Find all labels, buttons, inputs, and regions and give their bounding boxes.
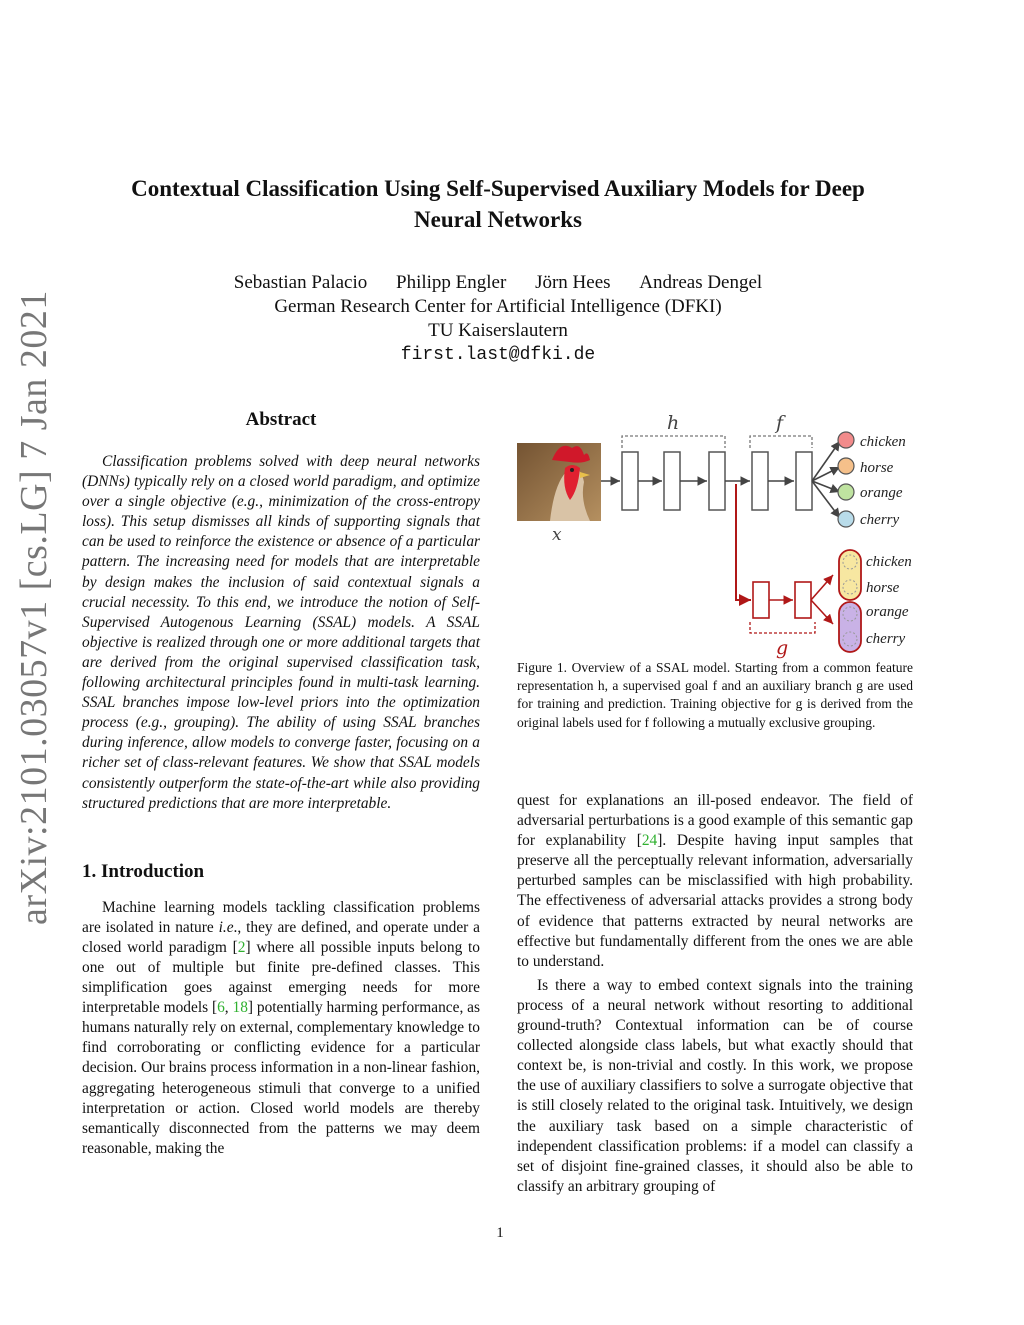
citation-link[interactable]: 18	[232, 999, 248, 1017]
author-email: first.last@dfki.de	[400, 345, 596, 365]
group-node-2	[839, 602, 861, 652]
figure-caption: Figure 1. Overview of a SSAL model. Starting from a common feature representation h, a supervised goal f and an auxiliary branch g are used for training and prediction. Training objective for g is derived from the original labels used for f following a mutually exclusive grouping.	[517, 660, 913, 730]
citation-link[interactable]: 6	[217, 999, 225, 1017]
arxiv-stamp: arXiv:2101.03057v1 [cs.LG] 7 Jan 2021	[13, 290, 55, 925]
label-h: h	[667, 412, 680, 434]
ssal-figure	[510, 400, 920, 660]
author-name: Sebastian Palacio	[233, 272, 368, 293]
author-block	[100, 271, 896, 367]
class-label: horse	[866, 580, 900, 596]
output-node-horse	[838, 458, 854, 474]
output-node-cherry	[838, 511, 854, 527]
class-label: orange	[860, 485, 903, 501]
intro-paragraph: Machine learning models tackling classification problems are isolated in nature i.e., they are defined, and operate under a closed world paradigm [2] where all possible inputs belong to one out of multiple but finite pre-defined classes. This simplification goes against emerging needs for more interpretable models [6, 18] potentially harming performance, as humans naturally rely on external, complementary knowledge to find corroborating or conflicting evidence for a particular decision. Our brains process information in a non-linear fashion, aggregating heterogeneous stimuli that converge to a unified interpretation or action. Closed world models are thereby semantically disconnected from the patterns we may deem reasonable, making the	[82, 898, 480, 1157]
affiliation: German Research Center for Artificial Intelligence (DFKI)	[274, 296, 722, 317]
affiliation: TU Kaiserslautern	[428, 320, 568, 341]
class-label: horse	[860, 460, 894, 476]
citation-link[interactable]: 2	[237, 938, 246, 956]
label-f: f	[776, 412, 784, 434]
page-number: 1	[496, 1225, 504, 1241]
rooster-image	[517, 443, 601, 521]
left-column	[82, 408, 480, 1159]
output-node-orange	[838, 484, 854, 500]
right-column	[517, 791, 913, 1197]
author-name: Andreas Dengel	[639, 272, 763, 293]
class-label: chicken	[860, 434, 906, 450]
paper-title: Contextual Classification Using Self-Supervised Auxiliary Models for Deep Neural Networks	[131, 176, 865, 232]
abstract-heading: Abstract	[245, 409, 317, 430]
output-node-chicken	[838, 432, 854, 448]
body-paragraph: quest for explanations an ill-posed endeavor. The field of adversarial perturbations is a good example of this semantic gap for explanability [24]. Despite having input samples that preserve all the perceptually relevant information, adversarially perturbed samples can be misclassified with high probability. The effectiveness of adversarial attacks provides a strong body of evidence that patterns extracted by neural networks are effective but fundamentally different from the ones we are able to understand.	[517, 792, 913, 970]
class-label: cherry	[866, 631, 906, 647]
class-label: orange	[866, 604, 909, 620]
citation-link[interactable]: 24	[641, 832, 658, 850]
abstract-text: Classification problems solved with deep neural networks (DNNs) typically rely on a closed world paradigm, and optimize over a single objective (e.g., minimization of the cross-entropy loss). This setup dismisses all kinds of supporting signals that can be used to reinforce the existence or absence of a particular pattern. The increasing need for models that are interpretable by design makes the inclusion of said contextual signals a crucial necessity. To this end, we introduce the notion of Self-Supervised Autogenous Learning (SSAL) models. A SSAL objective is realized through one or more additional targets that are derived from the original supervised classification task, following architectural principles found in multi-task learning. SSAL branches impose low-level priors into the optimization process (e.g., grouping). The ability of using SSAL branches during inference, allow models to converge faster, focusing on a richer set of class-relevant features. We show that SSAL models consistently outperform the state-of-the-art while also providing structured predictions that are more interpretable.	[82, 453, 480, 812]
body-paragraph: Is there a way to embed context signals into the training process of a neural network without resorting to additional ground-truth? Contextual information can be of course collected alongside class labels, but what exactly should that context be, is non-trivial and costly. In this work, we propose the use of auxiliary classifiers to solve a surrogate objective that is still closely related to the original task. Intuitively, we design the auxiliary task based on a simple characteristic of independent classification problems: if a model can classify a set of disjoint fine-grained classes, it should also be able to classify an arbitrary grouping of	[517, 976, 913, 1195]
author-names	[100, 271, 896, 295]
label-g: g	[776, 637, 789, 659]
group-node-1	[839, 550, 861, 600]
class-label: cherry	[860, 512, 900, 528]
section-heading: 1. Introduction	[82, 860, 205, 882]
author-name: Philipp Engler	[396, 272, 507, 293]
label-x: x	[552, 525, 562, 545]
class-label: chicken	[866, 554, 912, 570]
author-name: Jörn Hees	[535, 272, 611, 293]
